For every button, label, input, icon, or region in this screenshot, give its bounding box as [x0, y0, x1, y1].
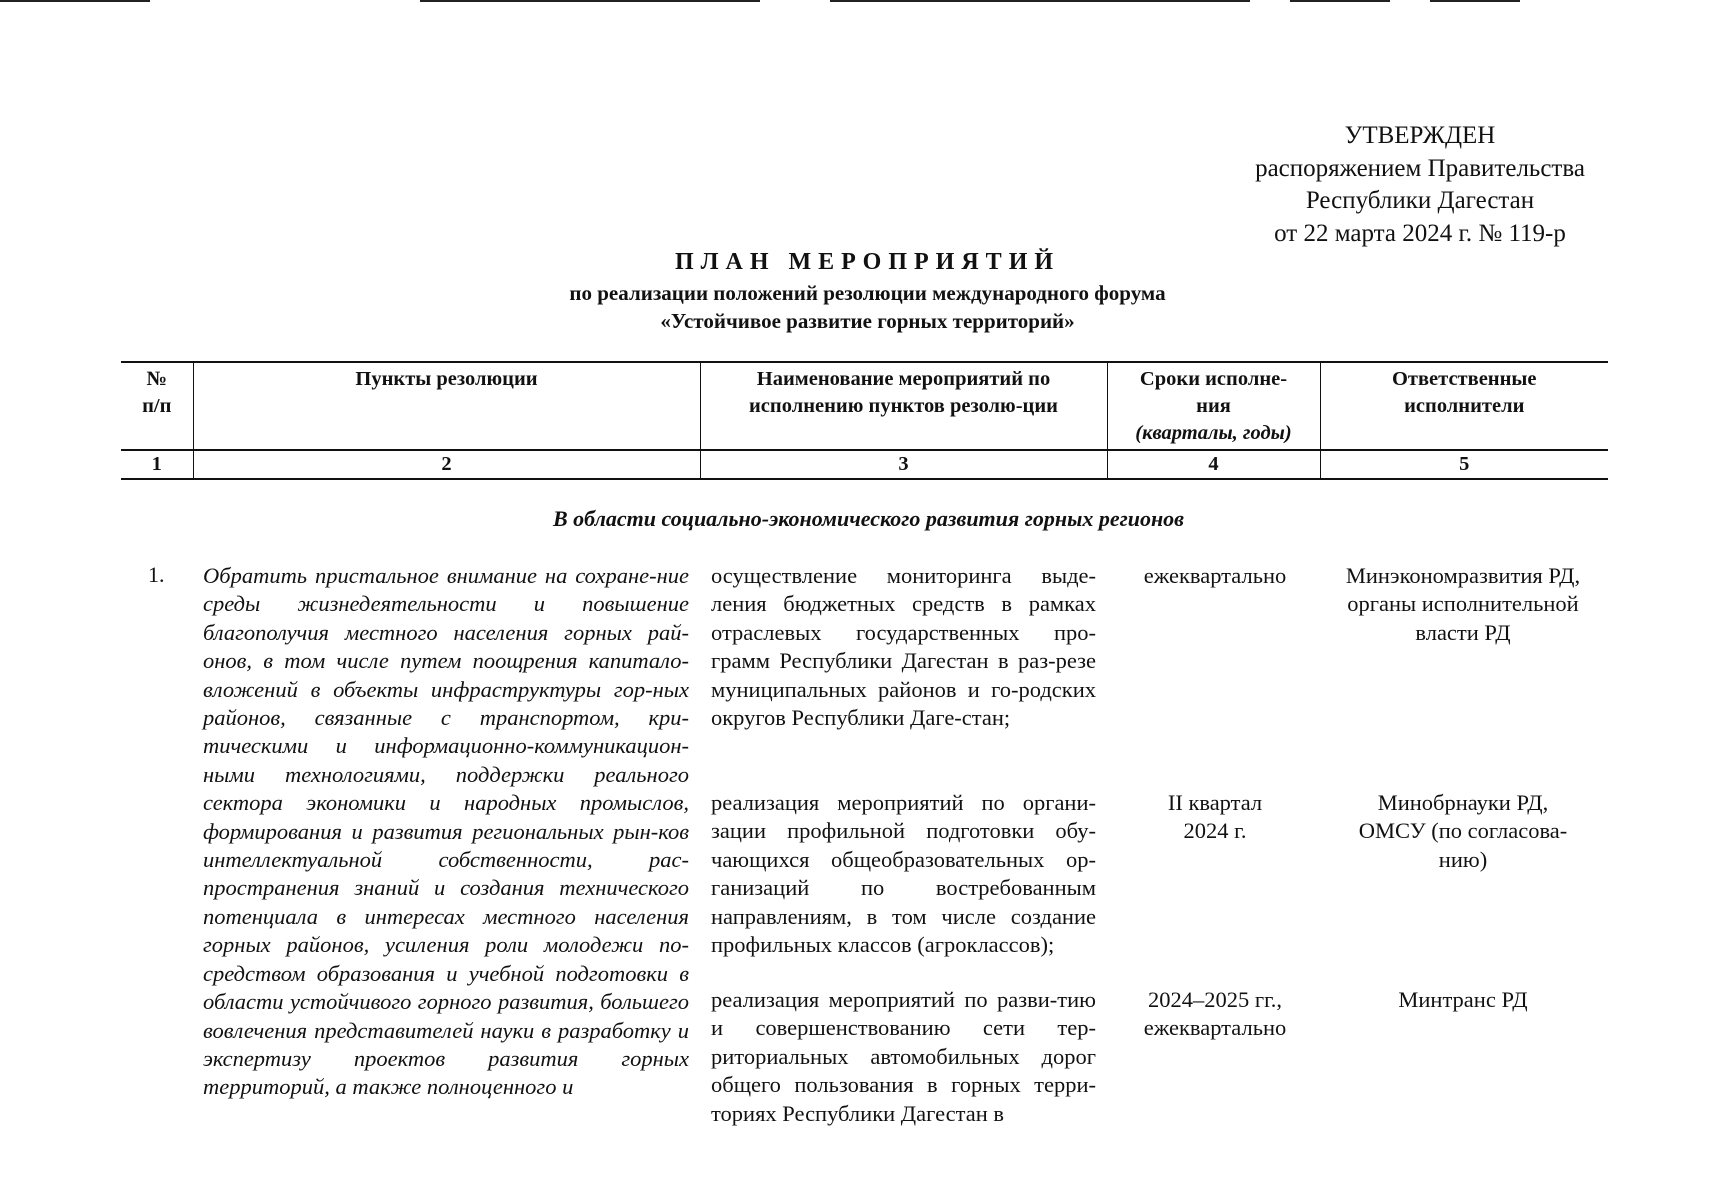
title-subtitle: по реализации положений резолюции международного форума	[569, 281, 1166, 305]
activity-deadline: II квартал 2024 г.	[1167, 790, 1263, 844]
activity-responsible: Минобрнауки РД, ОМСУ (по согласова-нию)	[1358, 790, 1568, 872]
approval-heading: УТВЕРЖДЕН	[1344, 122, 1496, 149]
header-deadlines: Сроки исполне-ния (кварталы, годы)	[1107, 362, 1320, 450]
approval-date: от 22 марта 2024 г. № 119-р	[1274, 219, 1566, 247]
header-responsible: Ответственные исполнители	[1320, 362, 1608, 450]
approval-line: Республики Дагестан	[1305, 187, 1535, 214]
column-number: 2	[193, 450, 700, 479]
item-number: 1.	[148, 562, 165, 587]
scan-edge-mark	[420, 0, 760, 2]
section-title: В области социально-экономического развития горных регионов	[552, 506, 1185, 531]
header-number: № п/п	[121, 362, 193, 450]
table-header	[121, 361, 1608, 480]
activity-deadline: ежеквартально	[1143, 563, 1287, 588]
column-number-row	[121, 450, 1608, 479]
column-number: 4	[1107, 450, 1320, 479]
resolution-text: Обратить пристальное внимание на сохране-ние среды жизнедеятельности и повышение благополучия местного населения горных рай-онов, в том числе путем поощрения капитало-вложений в объекты инфраструктуры гор-ных районов, связанные с транспортом, кри-тическими и информационно-коммуникацион-ными технологиями, поддержки реального сектора экономики и народных промыслов, формирования и развития региональных рын-ков интеллектуальной собственности, рас-пространения знаний и создания технического потенциала в интересах местного населения горных районов, усиления роли молодежи по-средством образования и учебной подготовки в области устойчивого горного развития, большего вовлечения представителей науки в разработку и экспертизу проектов развития горных территорий, а также полноценного и	[203, 563, 689, 1100]
scan-edge-mark	[0, 0, 150, 2]
activity-text: реализация мероприятий по органи-зации профильной подготовки обу-чающихся общеобразовательных ор-ганизаций по востребованным направлениям, в том числе создание профильных классов (агроклассов);	[711, 790, 1096, 958]
column-number: 3	[700, 450, 1107, 479]
column-number: 1	[121, 450, 193, 479]
column-number: 5	[1320, 450, 1608, 479]
header-activities: Наименование мероприятий по исполнению пунктов резолю-ции	[700, 362, 1107, 450]
title-main: ПЛАН МЕРОПРИЯТИЙ	[674, 249, 1061, 275]
scan-edge-mark	[1290, 0, 1390, 2]
header-row	[121, 362, 1608, 450]
header-resolution-items: Пункты резолюции	[193, 362, 700, 450]
title-forum-name: «Устойчивое развитие горных территорий»	[660, 309, 1075, 333]
activity-responsible: Минэкономразвития РД, органы исполнительной власти РД	[1345, 563, 1581, 645]
approval-line: распоряжением Правительства	[1255, 154, 1585, 182]
scan-edge-mark	[830, 0, 1250, 2]
document-title	[0, 249, 1713, 335]
scan-edge-mark	[1430, 0, 1520, 2]
approval-stamp	[1180, 120, 1660, 250]
activity-deadline: 2024–2025 гг., ежеквартально	[1143, 987, 1287, 1041]
activity-responsible: Минтранс РД	[1398, 987, 1528, 1012]
activity-text: реализация мероприятий по разви-тию и совершенствованию сети тер-риториальных автомобильных дорог общего пользования в горных терри-ториях Республики Дагестан в	[711, 987, 1096, 1126]
activity-text: осуществление мониторинга выде-ления бюджетных средств в рамках отраслевых государственных про-грамм Республики Дагестан в раз-резе муниципальных районов и го-родских округов Республики Даге-стан;	[711, 563, 1096, 731]
